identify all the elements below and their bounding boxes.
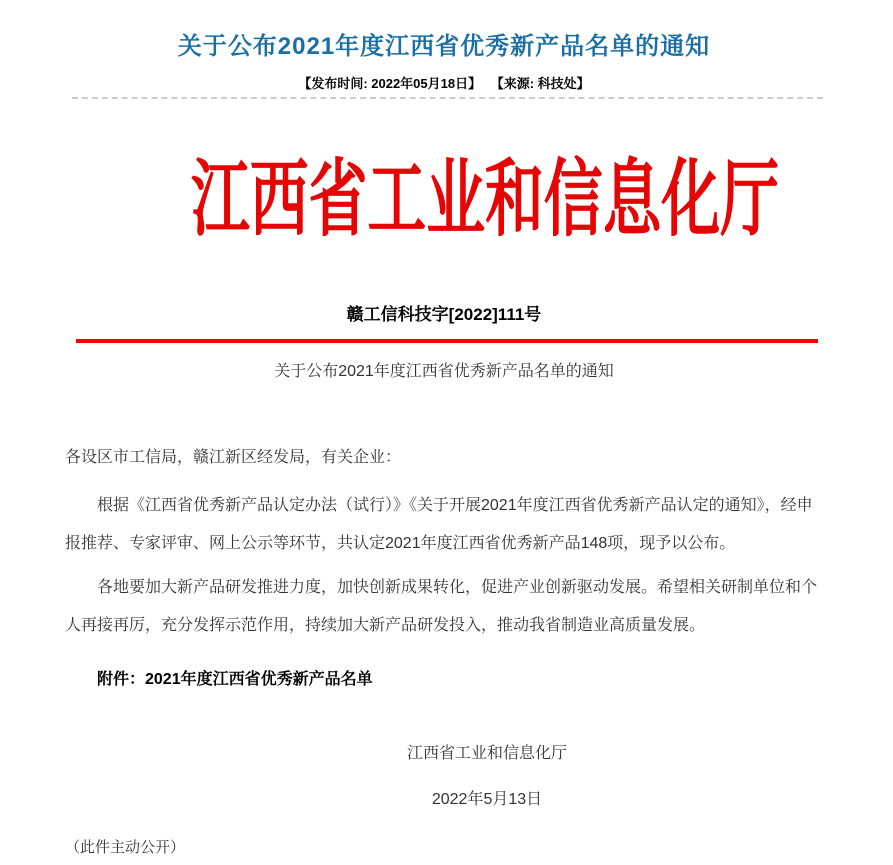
salutation: 各设区市工信局，赣江新区经发局，有关企业： <box>65 449 402 466</box>
publish-time-label: 【发布时间: 2022年05月18日】 <box>298 76 482 91</box>
document-title: 关于公布2021年度江西省优秀新产品名单的通知 <box>274 363 614 380</box>
signing-agency: 江西省工业和信息化厅 <box>406 745 567 762</box>
source-label: 【来源: 科技处】 <box>490 76 590 91</box>
dashed-divider <box>72 97 823 99</box>
red-rule <box>76 339 818 343</box>
page-title: 关于公布2021年度江西省优秀新产品名单的通知 <box>177 33 711 60</box>
publicity-note: （此件主动公开） <box>65 839 186 856</box>
agency-letterhead <box>65 139 823 259</box>
agency-letterhead-text: 江西省工业和信息化厅 <box>191 149 780 248</box>
paragraph-certification: 根据《江西省优秀新产品认定办法（试行）》《关于开展2021年度江西省优秀新产品认定的通知》，经申报推荐、专家评审、网上公示等环节，共认定2021年度江西省优秀新产品148项，现予以公布。 <box>65 497 813 552</box>
article-meta <box>65 76 823 92</box>
attachment-link[interactable]: 附件：2021年度江西省优秀新产品名单 <box>97 671 373 688</box>
signature-block <box>108 735 866 819</box>
signing-date: 2022年5月13日 <box>431 791 543 808</box>
paragraph-encouragement: 各地要加大新产品研发推进力度，加快创新成果转化，促进产业创新驱动发展。希望相关研制单位和个人再接再厉，充分发挥示范作用，持续加大新产品研发投入，推动我省制造业高质量发展。 <box>65 579 818 634</box>
document-number: 赣工信科技字[2022]111号 <box>346 305 542 324</box>
